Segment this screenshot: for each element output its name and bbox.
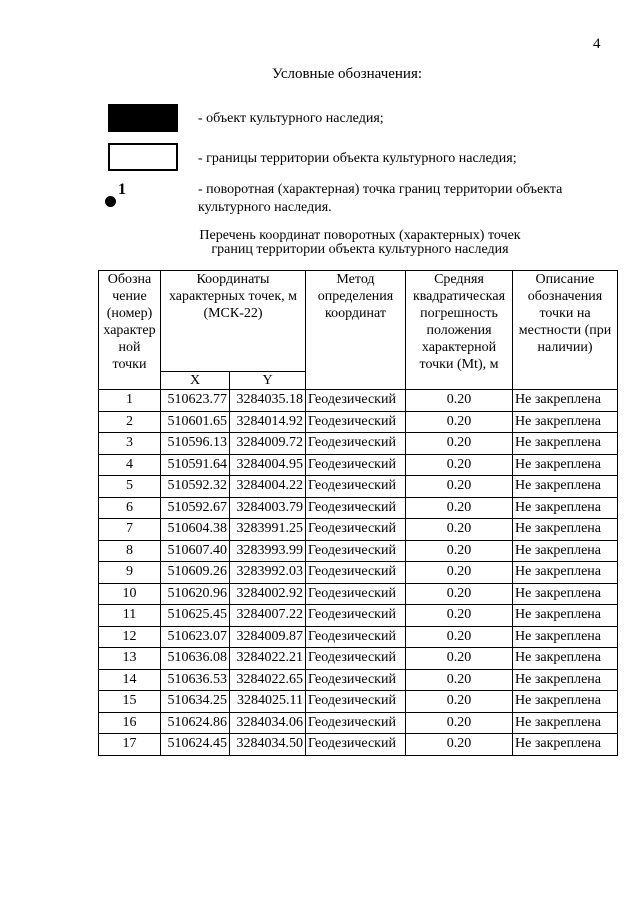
heritage-object-swatch [108, 104, 178, 132]
point-number-cell: 8 [99, 540, 161, 562]
x-coordinate-cell: 510625.45 [161, 605, 230, 627]
table-row [99, 476, 618, 498]
x-coordinate-cell: 510604.38 [161, 519, 230, 541]
table-row [99, 691, 618, 713]
error-cell: 0.20 [406, 476, 513, 498]
error-cell: 0.20 [406, 626, 513, 648]
error-cell: 0.20 [406, 519, 513, 541]
error-cell: 0.20 [406, 605, 513, 627]
description-cell: Не закреплена [513, 669, 618, 691]
table-row [99, 605, 618, 627]
table-row [99, 433, 618, 455]
table-row [99, 562, 618, 584]
method-cell: Геодезический [306, 519, 406, 541]
method-cell: Геодезический [306, 626, 406, 648]
point-number-cell: 12 [99, 626, 161, 648]
method-cell: Геодезический [306, 562, 406, 584]
method-cell: Геодезический [306, 411, 406, 433]
y-coordinate-cell: 3284007.22 [230, 605, 306, 627]
x-coordinate-cell: 510592.67 [161, 497, 230, 519]
description-cell: Не закреплена [513, 734, 618, 756]
y-coordinate-cell: 3283992.03 [230, 562, 306, 584]
list-title-line-2: границ территории объекта культурного наследия [211, 242, 509, 257]
point-number-cell: 6 [99, 497, 161, 519]
table-row [99, 583, 618, 605]
table-row [99, 648, 618, 670]
coordinates-list-title [100, 229, 620, 257]
y-coordinate-cell: 3284009.72 [230, 433, 306, 455]
y-coordinate-cell: 3284014.92 [230, 411, 306, 433]
y-coordinate-cell: 3284034.06 [230, 712, 306, 734]
x-coordinate-cell: 510636.53 [161, 669, 230, 691]
table-row [99, 540, 618, 562]
point-number-cell: 13 [99, 648, 161, 670]
y-coordinate-cell: 3284022.65 [230, 669, 306, 691]
x-coordinate-cell: 510591.64 [161, 454, 230, 476]
point-number-cell: 9 [99, 562, 161, 584]
error-cell: 0.20 [406, 691, 513, 713]
header-method: Метод определения координат [306, 271, 406, 390]
list-title-line-1: Перечень координат поворотных (характерных) точек [199, 228, 521, 243]
x-coordinate-cell: 510607.40 [161, 540, 230, 562]
table-row [99, 669, 618, 691]
x-coordinate-cell: 510624.86 [161, 712, 230, 734]
header-error: Средняя квадратическая погрешность положения характерной точки (Mt), м [406, 271, 513, 390]
point-number-cell: 5 [99, 476, 161, 498]
method-cell: Геодезический [306, 669, 406, 691]
table-row [99, 411, 618, 433]
error-cell: 0.20 [406, 669, 513, 691]
description-cell: Не закреплена [513, 712, 618, 734]
point-number-cell: 4 [99, 454, 161, 476]
point-number-cell: 15 [99, 691, 161, 713]
description-cell: Не закреплена [513, 626, 618, 648]
coordinates-table [98, 270, 618, 756]
point-number-cell: 10 [99, 583, 161, 605]
method-cell: Геодезический [306, 583, 406, 605]
error-cell: 0.20 [406, 734, 513, 756]
territory-boundary-swatch [108, 143, 178, 171]
error-cell: 0.20 [406, 583, 513, 605]
description-cell: Не закреплена [513, 605, 618, 627]
point-number-cell: 14 [99, 669, 161, 691]
description-cell: Не закреплена [513, 583, 618, 605]
description-cell: Не закреплена [513, 691, 618, 713]
turning-point-dot-label: 1 [118, 181, 126, 198]
description-cell: Не закреплена [513, 562, 618, 584]
method-cell: Геодезический [306, 734, 406, 756]
point-number-cell: 3 [99, 433, 161, 455]
error-cell: 0.20 [406, 433, 513, 455]
method-cell: Геодезический [306, 390, 406, 412]
method-cell: Геодезический [306, 497, 406, 519]
method-cell: Геодезический [306, 540, 406, 562]
x-coordinate-cell: 510609.26 [161, 562, 230, 584]
point-number-cell: 17 [99, 734, 161, 756]
description-cell: Не закреплена [513, 433, 618, 455]
error-cell: 0.20 [406, 497, 513, 519]
error-cell: 0.20 [406, 540, 513, 562]
y-coordinate-cell: 3284003.79 [230, 497, 306, 519]
point-number-cell: 16 [99, 712, 161, 734]
table-row [99, 454, 618, 476]
y-coordinate-cell: 3284034.50 [230, 734, 306, 756]
description-cell: Не закреплена [513, 454, 618, 476]
point-number-cell: 2 [99, 411, 161, 433]
method-cell: Геодезический [306, 454, 406, 476]
legend-item-boundary: - границы территории объекта культурного наследия; [198, 151, 517, 166]
description-cell: Не закреплена [513, 519, 618, 541]
x-coordinate-cell: 510634.25 [161, 691, 230, 713]
y-coordinate-cell: 3284009.87 [230, 626, 306, 648]
x-coordinate-cell: 510623.77 [161, 390, 230, 412]
y-coordinate-cell: 3284004.22 [230, 476, 306, 498]
description-cell: Не закреплена [513, 390, 618, 412]
y-coordinate-cell: 3284025.11 [230, 691, 306, 713]
error-cell: 0.20 [406, 411, 513, 433]
y-coordinate-cell: 3284004.95 [230, 454, 306, 476]
x-coordinate-cell: 510624.45 [161, 734, 230, 756]
description-cell: Не закреплена [513, 497, 618, 519]
y-coordinate-cell: 3283993.99 [230, 540, 306, 562]
description-cell: Не закреплена [513, 540, 618, 562]
method-cell: Геодезический [306, 648, 406, 670]
point-number-cell: 7 [99, 519, 161, 541]
header-x: X [161, 372, 230, 390]
table-row [99, 497, 618, 519]
header-number: Обозна чение (номер) характер ной точки [99, 271, 161, 390]
method-cell: Геодезический [306, 476, 406, 498]
y-coordinate-cell: 3283991.25 [230, 519, 306, 541]
x-coordinate-cell: 510592.32 [161, 476, 230, 498]
header-coordinates: Координаты характерных точек, м (МСК-22) [161, 271, 306, 372]
x-coordinate-cell: 510601.65 [161, 411, 230, 433]
description-cell: Не закреплена [513, 648, 618, 670]
error-cell: 0.20 [406, 562, 513, 584]
turning-point-dot-icon [105, 196, 116, 207]
y-coordinate-cell: 3284002.92 [230, 583, 306, 605]
table-row [99, 519, 618, 541]
error-cell: 0.20 [406, 712, 513, 734]
point-number-cell: 1 [99, 390, 161, 412]
method-cell: Геодезический [306, 712, 406, 734]
point-number-cell: 11 [99, 605, 161, 627]
x-coordinate-cell: 510636.08 [161, 648, 230, 670]
legend-item-turning-point: - поворотная (характерная) точка границ территории объекта культурного наследия. [198, 182, 563, 215]
y-coordinate-cell: 3284035.18 [230, 390, 306, 412]
error-cell: 0.20 [406, 390, 513, 412]
page-number: 4 [593, 36, 601, 52]
method-cell: Геодезический [306, 691, 406, 713]
header-y: Y [230, 372, 306, 390]
error-cell: 0.20 [406, 648, 513, 670]
table-row [99, 390, 618, 412]
legend-item-object: - объект культурного наследия; [198, 111, 384, 126]
legend-title: Условные обозначения: [272, 66, 423, 82]
method-cell: Геодезический [306, 605, 406, 627]
table-row [99, 626, 618, 648]
x-coordinate-cell: 510623.07 [161, 626, 230, 648]
table-row [99, 734, 618, 756]
y-coordinate-cell: 3284022.21 [230, 648, 306, 670]
description-cell: Не закреплена [513, 476, 618, 498]
method-cell: Геодезический [306, 433, 406, 455]
header-description: Описание обозначения точки на местности (при наличии) [513, 271, 618, 390]
description-cell: Не закреплена [513, 411, 618, 433]
error-cell: 0.20 [406, 454, 513, 476]
x-coordinate-cell: 510596.13 [161, 433, 230, 455]
table-row [99, 712, 618, 734]
x-coordinate-cell: 510620.96 [161, 583, 230, 605]
